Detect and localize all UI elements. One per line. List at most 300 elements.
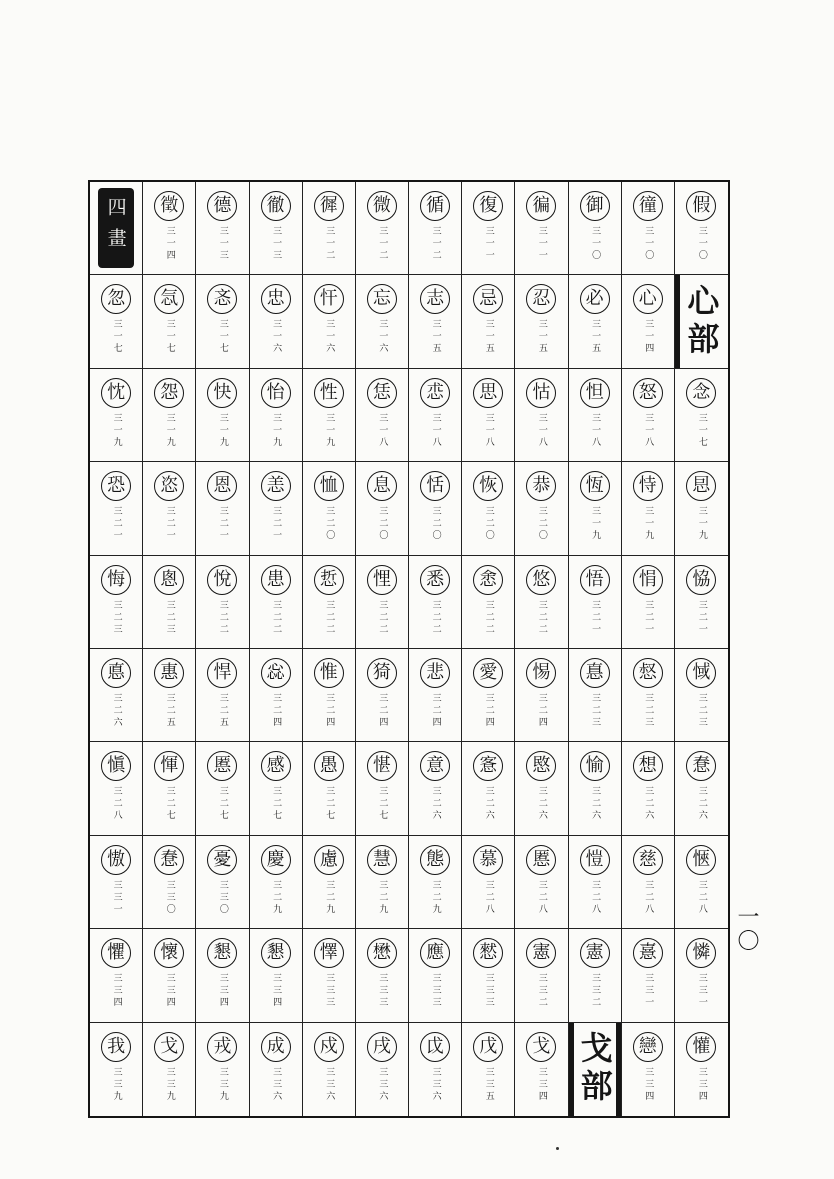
stroke-count-heading: 四畫 (98, 188, 134, 268)
index-entry (409, 649, 462, 742)
index-entry (143, 742, 196, 835)
entry-character: 悤 (154, 565, 184, 595)
entry-character: 悊 (314, 565, 344, 595)
entry-character: 御 (580, 191, 610, 221)
entry-character: 猗 (367, 658, 397, 688)
entry-character: 意 (420, 751, 450, 781)
index-entry (675, 836, 728, 929)
index-entry (356, 929, 409, 1022)
index-entry (303, 556, 356, 649)
index-entry (356, 649, 409, 742)
entry-page-number: 三一七 (217, 319, 228, 356)
entry-character: 悠 (526, 565, 556, 595)
entry-character: 志 (420, 284, 450, 314)
radical-heading: 心部 (682, 283, 721, 360)
stroke-count-heading-cell (90, 182, 143, 275)
index-entry (462, 1023, 515, 1116)
index-entry (143, 369, 196, 462)
entry-character: 必 (580, 284, 610, 314)
index-entry (462, 369, 515, 462)
entry-page-number: 三二七 (324, 786, 335, 823)
entry-character: 忱 (101, 378, 131, 408)
entry-page-number: 三二三 (590, 693, 601, 729)
entry-page-number: 三二九 (324, 879, 335, 916)
entry-page-number: 三二一 (164, 506, 175, 543)
entry-character: 恊 (686, 565, 716, 595)
entry-character: 慠 (101, 845, 131, 875)
index-entry (90, 649, 143, 742)
entry-character: 慝 (526, 845, 556, 875)
index-entry (622, 929, 675, 1022)
entry-character: 悔 (101, 565, 131, 595)
entry-page-number: 三三四 (111, 973, 122, 1010)
entry-page-number: 三二七 (271, 786, 282, 823)
entry-page-number: 三二一 (643, 599, 654, 636)
entry-page-number: 三一一 (483, 226, 494, 262)
entry-page-number: 三二四 (536, 693, 547, 729)
entry-character: 悟 (580, 565, 610, 595)
index-entry (569, 929, 622, 1022)
entry-page-number: 三三二 (536, 973, 547, 1010)
entry-character: 惟 (314, 658, 344, 688)
index-entry (143, 836, 196, 929)
index-entry (569, 182, 622, 275)
index-entry (303, 275, 356, 368)
entry-character: 悆 (473, 565, 503, 595)
entry-page-number: 三二四 (324, 693, 335, 729)
index-entry (569, 742, 622, 835)
entry-character: 忌 (473, 284, 503, 314)
entry-page-number: 三三一 (696, 973, 707, 1010)
entry-page-number: 三二八 (536, 879, 547, 916)
entry-character: 惠 (154, 658, 184, 688)
entry-page-number: 三一九 (590, 506, 601, 543)
entry-character: 懼 (101, 938, 131, 968)
entry-page-number: 三二二 (217, 599, 228, 636)
entry-character: 恬 (420, 471, 450, 501)
entry-page-number: 三二八 (643, 879, 654, 916)
entry-page-number: 三三一 (643, 973, 654, 1010)
entry-character: 惷 (154, 845, 184, 875)
index-entry (569, 556, 622, 649)
index-entry (196, 556, 249, 649)
entry-page-number: 三三九 (217, 1066, 228, 1103)
entry-character: 戀 (633, 1032, 663, 1062)
index-entry (515, 649, 568, 742)
entry-character: 復 (473, 191, 503, 221)
index-entry (622, 836, 675, 929)
index-entry (462, 836, 515, 929)
entry-character: 怷 (420, 378, 450, 408)
entry-character: 戍 (314, 1032, 344, 1062)
entry-character: 息 (367, 471, 397, 501)
entry-page-number: 三三四 (643, 1066, 654, 1103)
index-entry (196, 369, 249, 462)
entry-page-number: 三二六 (111, 693, 122, 729)
entry-character: 怙 (526, 378, 556, 408)
entry-page-number: 三三六 (324, 1066, 335, 1103)
index-entry (250, 369, 303, 462)
entry-character: 戉 (420, 1032, 450, 1062)
entry-page-number: 三三四 (536, 1066, 547, 1103)
entry-character: 戊 (473, 1032, 503, 1062)
entry-page-number: 三一九 (217, 412, 228, 449)
entry-character: 念 (686, 378, 716, 408)
entry-character: 憲 (580, 938, 610, 968)
entry-page-number: 三一二 (324, 226, 335, 262)
entry-page-number: 三一四 (643, 319, 654, 356)
entry-page-number: 三一九 (271, 412, 282, 449)
entry-page-number: 三一〇 (643, 226, 654, 262)
entry-character: 心 (633, 284, 663, 314)
entry-page-number: 三三二 (590, 973, 601, 1010)
entry-character: 憙 (633, 938, 663, 968)
entry-page-number: 三一七 (696, 412, 707, 449)
index-entry (303, 369, 356, 462)
entry-page-number: 三二二 (483, 599, 494, 636)
index-entry (303, 1023, 356, 1116)
entry-character: 惢 (261, 658, 291, 688)
entry-page-number: 三一九 (111, 412, 122, 449)
entry-character: 愉 (580, 751, 610, 781)
entry-page-number: 三二五 (164, 693, 175, 729)
radical-heading-cell (569, 1023, 622, 1116)
index-entry (675, 462, 728, 555)
index-entry (303, 836, 356, 929)
entry-page-number: 三一八 (483, 412, 494, 449)
entry-page-number: 三二八 (111, 786, 122, 823)
entry-character: 恙 (261, 471, 291, 501)
entry-character: 怒 (633, 378, 663, 408)
entry-page-number: 三二二 (271, 599, 282, 636)
entry-page-number: 三二五 (217, 693, 228, 729)
index-table (88, 180, 730, 1118)
entry-character: 愚 (314, 751, 344, 781)
entry-character: 恣 (154, 471, 184, 501)
entry-character: 患 (261, 565, 291, 595)
entry-page-number: 三二一 (217, 506, 228, 543)
entry-page-number: 三二四 (377, 693, 388, 729)
entry-character: 忥 (154, 284, 184, 314)
entry-character: 成 (261, 1032, 291, 1062)
entry-character: 悍 (207, 658, 237, 688)
index-entry (409, 462, 462, 555)
entry-character: 怡 (261, 378, 291, 408)
entry-character: 快 (207, 378, 237, 408)
index-entry (675, 929, 728, 1022)
entry-character: 怨 (154, 378, 184, 408)
entry-page-number: 三一七 (164, 319, 175, 356)
entry-page-number: 三二三 (643, 693, 654, 729)
entry-page-number: 三二四 (430, 693, 441, 729)
entry-page-number: 三二〇 (430, 506, 441, 543)
entry-page-number: 三三六 (377, 1066, 388, 1103)
index-entry (196, 182, 249, 275)
entry-character: 循 (420, 191, 450, 221)
index-entry (409, 836, 462, 929)
entry-page-number: 三二六 (696, 786, 707, 823)
entry-character: 忞 (207, 284, 237, 314)
entry-page-number: 三三三 (430, 973, 441, 1010)
index-entry (409, 275, 462, 368)
index-entry (675, 369, 728, 462)
index-entry (462, 275, 515, 368)
index-entry (303, 182, 356, 275)
index-entry (409, 1023, 462, 1116)
entry-page-number: 三三〇 (217, 879, 228, 916)
index-entry (90, 462, 143, 555)
entry-page-number: 三二二 (430, 599, 441, 636)
index-entry (143, 275, 196, 368)
entry-character: 戎 (207, 1032, 237, 1062)
entry-page-number: 三二八 (483, 879, 494, 916)
index-entry (409, 929, 462, 1022)
index-entry (90, 929, 143, 1022)
entry-page-number: 三三一 (111, 879, 122, 916)
entry-character: 忠 (261, 284, 291, 314)
radical-heading: 戈部 (575, 1031, 614, 1108)
entry-page-number: 三二八 (696, 879, 707, 916)
index-entry (356, 369, 409, 462)
entry-page-number: 三二二 (536, 599, 547, 636)
entry-page-number: 三三四 (696, 1066, 707, 1103)
entry-character: 假 (686, 191, 716, 221)
entry-page-number: 三三四 (217, 973, 228, 1010)
entry-character: 懇 (207, 938, 237, 968)
radical-rule-right (616, 1023, 621, 1116)
index-entry (356, 182, 409, 275)
index-entry (196, 462, 249, 555)
entry-page-number: 三一九 (324, 412, 335, 449)
entry-page-number: 三三三 (324, 973, 335, 1010)
index-entry (462, 556, 515, 649)
radical-rule-left (675, 275, 680, 367)
index-entry (622, 742, 675, 835)
index-entry (675, 182, 728, 275)
index-entry (515, 462, 568, 555)
entry-character: 慮 (314, 845, 344, 875)
entry-page-number: 三二三 (164, 599, 175, 636)
entry-page-number: 三一七 (111, 319, 122, 356)
entry-character: 恢 (473, 471, 503, 501)
entry-character: 惐 (686, 658, 716, 688)
index-entry (409, 369, 462, 462)
entry-page-number: 三一九 (164, 412, 175, 449)
index-entry (303, 929, 356, 1022)
entry-page-number: 三一五 (590, 319, 601, 356)
entry-character: 悝 (367, 565, 397, 595)
entry-page-number: 三二六 (483, 786, 494, 823)
entry-character: 微 (367, 191, 397, 221)
entry-page-number: 三二六 (536, 786, 547, 823)
entry-character: 戈 (154, 1032, 184, 1062)
index-entry (515, 929, 568, 1022)
index-entry (250, 462, 303, 555)
entry-page-number: 三二八 (590, 879, 601, 916)
index-entry (622, 462, 675, 555)
index-entry (196, 1023, 249, 1116)
index-entry (462, 929, 515, 1022)
entry-page-number: 三二〇 (324, 506, 335, 543)
entry-character: 徧 (526, 191, 556, 221)
index-entry (356, 836, 409, 929)
index-entry (250, 836, 303, 929)
entry-character: 徵 (154, 191, 184, 221)
index-entry (515, 182, 568, 275)
entry-character: 我 (101, 1032, 131, 1062)
index-entry (250, 649, 303, 742)
entry-page-number: 三一六 (324, 319, 335, 356)
index-entry (622, 182, 675, 275)
index-entry (196, 742, 249, 835)
index-entry (90, 1023, 143, 1116)
index-entry (356, 742, 409, 835)
index-entry (196, 929, 249, 1022)
entry-character: 徹 (261, 191, 291, 221)
index-entry (569, 369, 622, 462)
entry-character: 惄 (633, 658, 663, 688)
entry-character: 思 (473, 378, 503, 408)
entry-character: 徲 (314, 191, 344, 221)
entry-page-number: 三一三 (217, 226, 228, 262)
index-entry (622, 275, 675, 368)
index-entry (303, 462, 356, 555)
entry-page-number: 三二二 (377, 599, 388, 636)
index-entry (143, 929, 196, 1022)
entry-page-number: 三二九 (377, 879, 388, 916)
index-entry (303, 649, 356, 742)
index-entry (515, 369, 568, 462)
entry-character: 恃 (633, 471, 663, 501)
index-entry (462, 462, 515, 555)
entry-character: 恆 (580, 471, 610, 501)
index-entry (250, 556, 303, 649)
index-entry (356, 1023, 409, 1116)
entry-page-number: 三二一 (590, 599, 601, 636)
entry-page-number: 三三六 (430, 1066, 441, 1103)
index-entry (250, 929, 303, 1022)
index-entry (675, 556, 728, 649)
entry-character: 忍 (526, 284, 556, 314)
entry-page-number: 三二七 (377, 786, 388, 823)
entry-character: 忓 (314, 284, 344, 314)
entry-character: 憂 (207, 845, 237, 875)
index-entry (409, 742, 462, 835)
entry-page-number: 三二一 (271, 506, 282, 543)
index-entry (90, 836, 143, 929)
entry-character: 戈 (526, 1032, 556, 1062)
index-entry (250, 742, 303, 835)
entry-character: 德 (207, 191, 237, 221)
index-entry (675, 649, 728, 742)
entry-character: 忘 (367, 284, 397, 314)
entry-character: 恩 (207, 471, 237, 501)
index-entry (143, 649, 196, 742)
index-entry (196, 649, 249, 742)
entry-page-number: 三三四 (271, 973, 282, 1010)
index-entry (143, 462, 196, 555)
radical-rule-left (569, 1023, 574, 1116)
index-entry (143, 1023, 196, 1116)
entry-page-number: 三一九 (643, 506, 654, 543)
entry-page-number: 三一五 (483, 319, 494, 356)
entry-page-number: 三一八 (590, 412, 601, 449)
entry-character: 愛 (473, 658, 503, 688)
index-entry (462, 182, 515, 275)
entry-character: 悁 (633, 565, 663, 595)
index-entry (90, 369, 143, 462)
index-entry (569, 462, 622, 555)
entry-character: 悉 (420, 565, 450, 595)
entry-page-number: 三二四 (271, 693, 282, 729)
index-entry (143, 556, 196, 649)
index-entry (250, 182, 303, 275)
index-entry (515, 556, 568, 649)
index-entry (356, 462, 409, 555)
entry-character: 惷 (686, 751, 716, 781)
index-entry (515, 742, 568, 835)
entry-page-number: 三三九 (111, 1066, 122, 1103)
entry-character: 愼 (101, 751, 131, 781)
entry-character: 想 (633, 751, 663, 781)
entry-page-number: 三一〇 (590, 226, 601, 262)
index-entry (143, 182, 196, 275)
entry-character: 愖 (367, 751, 397, 781)
entry-page-number: 三三四 (164, 973, 175, 1010)
entry-page-number: 三三九 (164, 1066, 175, 1103)
entry-character: 悳 (101, 658, 131, 688)
entry-character: 懇 (261, 938, 291, 968)
entry-page-number: 三一二 (377, 226, 388, 262)
entry-page-number: 三三五 (483, 1066, 494, 1103)
entry-character: 恁 (367, 378, 397, 408)
entry-page-number: 三二一 (111, 506, 122, 543)
entry-page-number: 三一一 (536, 226, 547, 262)
entry-page-number: 三一六 (271, 319, 282, 356)
entry-page-number: 三二一 (696, 599, 707, 636)
entry-page-number: 三一八 (643, 412, 654, 449)
index-entry (90, 556, 143, 649)
entry-page-number: 三三六 (271, 1066, 282, 1103)
index-entry (622, 649, 675, 742)
index-entry (250, 275, 303, 368)
entry-character: 應 (420, 938, 450, 968)
entry-page-number: 三二七 (164, 786, 175, 823)
entry-page-number: 三一九 (696, 506, 707, 543)
entry-character: 徸 (633, 191, 663, 221)
entry-character: 性 (314, 378, 344, 408)
entry-page-number: 三二七 (217, 786, 228, 823)
entry-page-number: 三一八 (430, 412, 441, 449)
entry-page-number: 三一〇 (696, 226, 707, 262)
index-entry (250, 1023, 303, 1116)
entry-character: 懋 (367, 938, 397, 968)
index-entry (356, 556, 409, 649)
entry-page-number: 三二三 (696, 693, 707, 729)
entry-character: 慧 (367, 845, 397, 875)
entry-character: 懌 (314, 938, 344, 968)
entry-page-number: 三二三 (111, 599, 122, 636)
entry-character: 㤙 (686, 471, 716, 501)
index-entry (303, 742, 356, 835)
entry-page-number: 三二六 (643, 786, 654, 823)
index-entry (569, 649, 622, 742)
index-entry (515, 275, 568, 368)
entry-character: 悲 (420, 658, 450, 688)
index-entry (196, 275, 249, 368)
entry-character: 惪 (580, 658, 610, 688)
index-entry (356, 275, 409, 368)
